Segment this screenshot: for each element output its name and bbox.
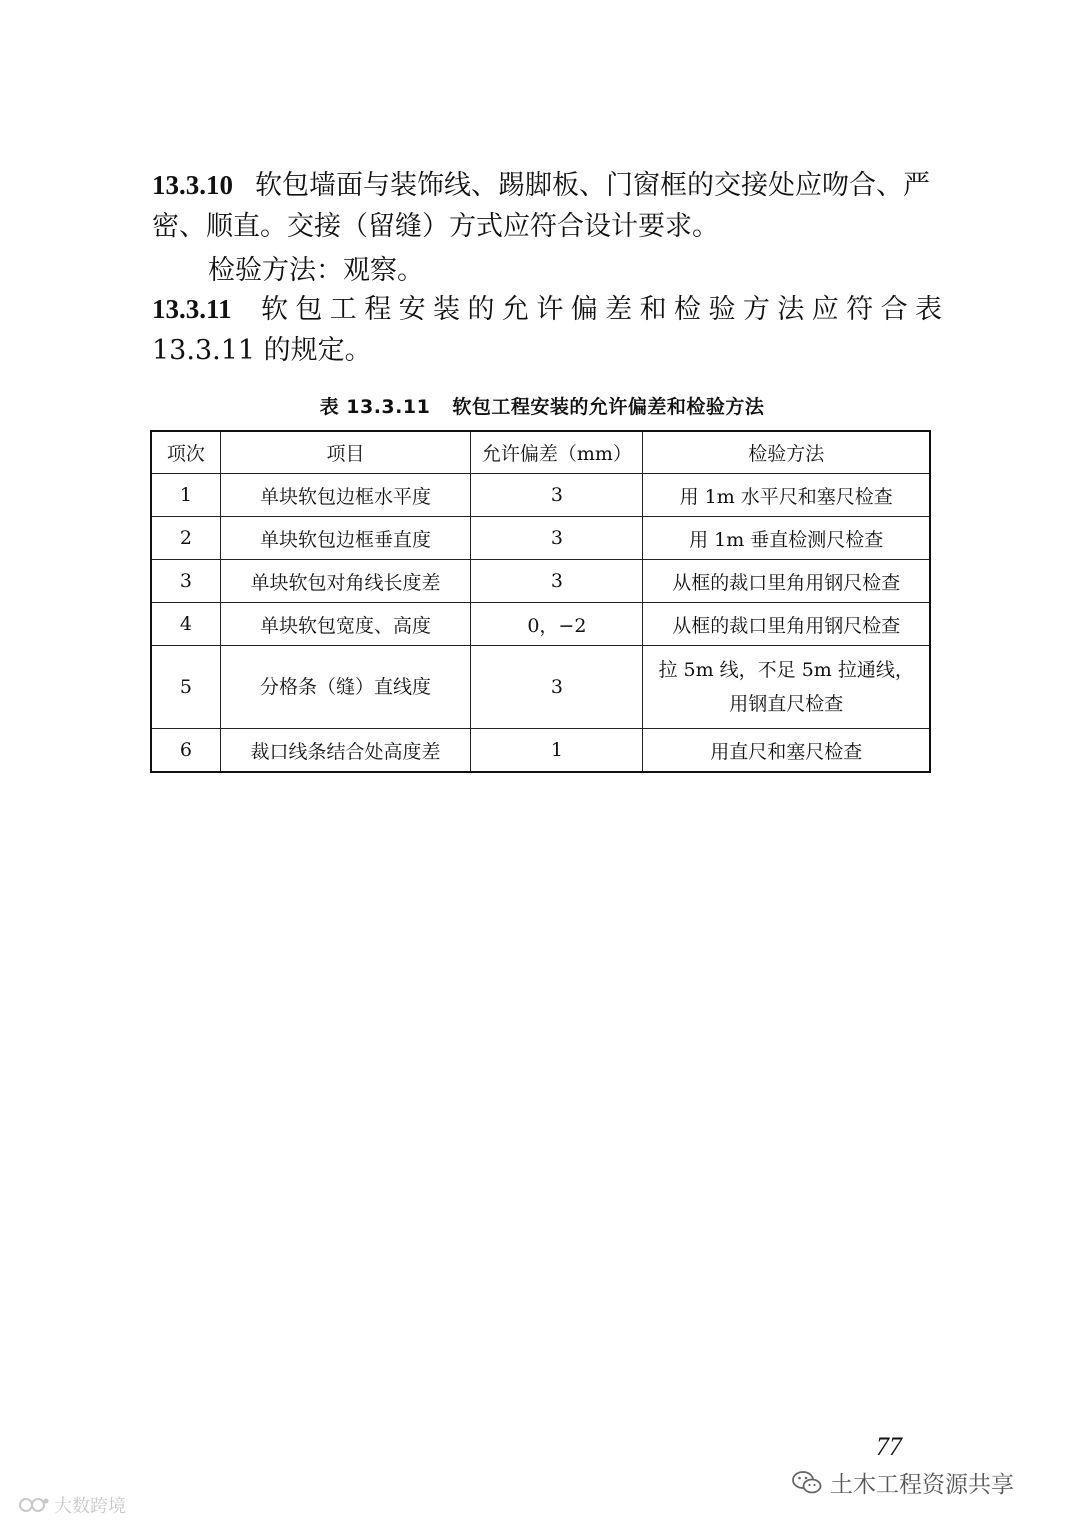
table-title: 软包工程安装的允许偏差和检验方法 (452, 396, 765, 418)
cell-item: 分格条（缝）直线度 (220, 646, 471, 729)
cell-item: 裁口线条结合处高度差 (220, 729, 471, 773)
clause-line-2: 13.3.11 的规定。 (152, 335, 372, 366)
cell-method: 从框的裁口里角用钢尺检查 (643, 603, 930, 646)
clause-13-3-11 (152, 289, 942, 371)
table-row (151, 560, 930, 603)
cell-no: 1 (151, 474, 220, 517)
clause-number: 13.3.11 (152, 294, 232, 324)
inspection-text: 检验方法：观察。 (208, 255, 424, 286)
cell-tolerance: 3 (471, 517, 643, 560)
table-row (151, 646, 930, 729)
cell-item: 单块软包对角线长度差 (220, 560, 471, 603)
cell-no: 2 (151, 517, 220, 560)
page-number: 77 (876, 1432, 902, 1461)
cell-item: 单块软包边框水平度 (220, 474, 471, 517)
tolerance-table (150, 430, 931, 773)
cell-tolerance: 3 (471, 646, 643, 729)
clause-13-3-10 (152, 165, 942, 247)
inspection-method (208, 250, 908, 291)
header-cell: 检验方法 (643, 431, 930, 474)
cell-item: 单块软包宽度、高度 (220, 603, 471, 646)
table-row (151, 517, 930, 560)
cell-tolerance: 3 (471, 474, 643, 517)
cell-no: 6 (151, 729, 220, 773)
cell-no: 3 (151, 560, 220, 603)
cell-tolerance: 1 (471, 729, 643, 773)
logo-icon (18, 1494, 50, 1516)
clause-text: 软包墙面与装饰线、踢脚板、门窗框的交接处应吻合、严密、顺直。交接（留缝）方式应符合设计要求。 (152, 170, 930, 242)
watermark-text: 大数跨境 (54, 1496, 126, 1517)
header-cell: 允许偏差（mm） (471, 431, 643, 474)
table-row (151, 474, 930, 517)
table-row (151, 729, 930, 773)
clause-text: 软包工程安装的允许偏差和检验方法应符合表 (253, 294, 942, 325)
method-line-1: 拉 5m 线，不足 5m 拉通线， (658, 659, 914, 681)
method-line-2: 用钢直尺检查 (729, 693, 844, 715)
cell-method (643, 646, 930, 729)
cell-method: 从框的裁口里角用钢尺检查 (643, 560, 930, 603)
clause-line-1 (152, 289, 942, 330)
cell-tolerance: 0，−2 (471, 603, 643, 646)
cell-no: 5 (151, 646, 220, 729)
header-cell: 项目 (220, 431, 471, 474)
wechat-icon (792, 1470, 822, 1496)
cell-tolerance: 3 (471, 560, 643, 603)
table-row (151, 603, 930, 646)
watermark-left (18, 1492, 126, 1518)
cell-method: 用 1m 垂直检测尺检查 (643, 517, 930, 560)
watermark-text: 土木工程资源共享 (830, 1472, 1014, 1498)
table-number: 表 13.3.11 (319, 396, 431, 418)
watermark-right (792, 1466, 1014, 1499)
table-caption (152, 392, 932, 419)
cell-no: 4 (151, 603, 220, 646)
clause-number: 13.3.10 (152, 170, 233, 200)
table-header-row (151, 431, 930, 474)
cell-method: 用 1m 水平尺和塞尺检查 (643, 474, 930, 517)
cell-item: 单块软包边框垂直度 (220, 517, 471, 560)
header-cell: 项次 (151, 431, 220, 474)
cell-method: 用直尺和塞尺检查 (643, 729, 930, 773)
